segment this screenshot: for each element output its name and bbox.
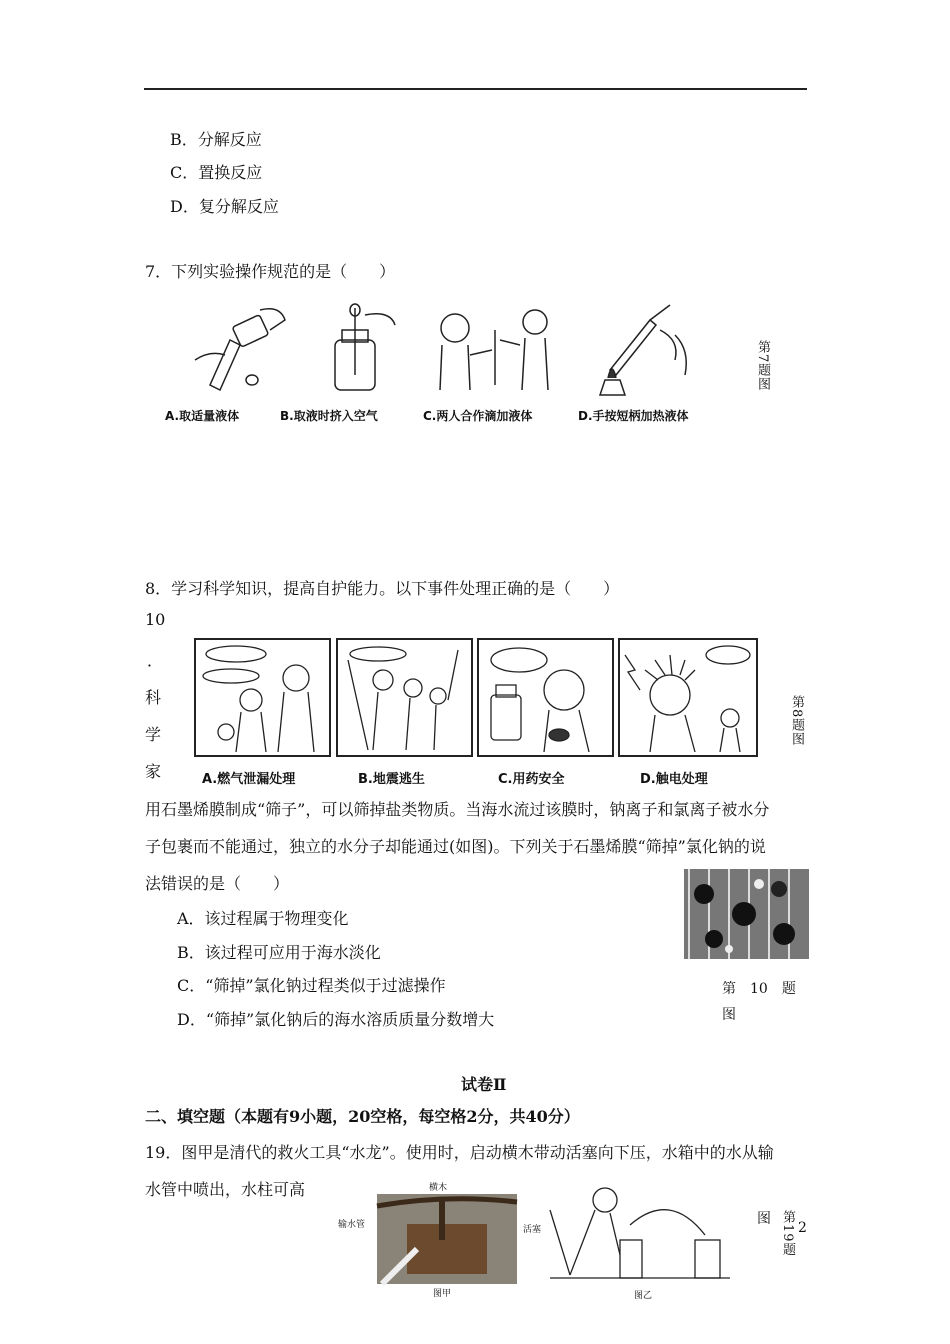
q8-panel-a — [194, 638, 331, 757]
q10-option-b: B．该过程可应用于海水淡化 — [177, 943, 381, 962]
q19-figure-label-a: 图 — [757, 1211, 771, 1227]
q6-option-d: D．复分解反应 — [170, 197, 279, 216]
q19-fig-a-photo — [377, 1194, 517, 1284]
q10-option-a: A．该过程属于物理变化 — [177, 909, 349, 928]
part2-title: 试卷Ⅱ — [461, 1075, 507, 1094]
q8-panel-c — [477, 638, 614, 757]
q10-side-char: 科 — [145, 688, 162, 707]
q10-side-char: 10 — [145, 610, 166, 629]
q8-caption-b: B.地震逃生 — [358, 772, 425, 787]
q8-caption-c: C.用药安全 — [498, 772, 565, 787]
q8-caption-a: A.燃气泄漏处理 — [202, 772, 296, 787]
q10-figure-label-2: 图 — [722, 1007, 736, 1023]
q10-side-char: 学 — [145, 725, 162, 744]
q10-line-3: 法错误的是（ ） — [145, 874, 290, 893]
q7-caption-c: C.两人合作滴加液体 — [423, 409, 533, 423]
q19-fig-b-drawing — [550, 1185, 730, 1285]
q19-line-1: 19．图甲是清代的救火工具“水龙”。使用时，启动横木带动活塞向下压，水箱中的水从输 — [145, 1143, 774, 1162]
q19-line-2: 水管中喷出，水柱可高 — [145, 1180, 306, 1199]
part2-section-heading: 二、填空题（本题有9小题，20空格，每空格2分，共40分） — [145, 1107, 580, 1126]
q10-side-char: 家 — [145, 762, 162, 781]
q7-figure-label: 第7题图 — [755, 340, 770, 392]
q8-figure-label: 第8题图 — [789, 695, 804, 747]
q19-label-piston: 活塞 — [523, 1225, 542, 1235]
q6-option-c: C．置换反应 — [170, 163, 263, 182]
q19-label-fig-b: 图乙 — [634, 1291, 653, 1301]
q10-line-2: 子包裹而不能通过，独立的水分子却能通过(如图)。下列关于石墨烯膜“筛掉”氯化钠的说 — [145, 837, 766, 856]
q7-caption-a: A.取适量液体 — [165, 409, 240, 423]
q10-option-c: C．“筛掉”氯化钠过程类似于过滤操作 — [177, 976, 446, 995]
q7-stem: 7．下列实验操作规范的是（ ） — [145, 262, 396, 281]
q7-caption-d: D.手按短柄加热液体 — [578, 409, 689, 423]
header-rule — [144, 88, 807, 90]
q19-label-pipe: 输水管 — [338, 1220, 366, 1230]
q8-caption-d: D.触电处理 — [640, 772, 708, 787]
q7-figure-illustrations — [190, 300, 720, 400]
q8-stem: 8．学习科学知识，提高自护能力。以下事件处理正确的是（ ） — [145, 579, 620, 598]
q8-panel-b — [336, 638, 473, 757]
q10-graphene-image — [684, 869, 809, 959]
q10-option-d: D．“筛掉”氯化钠后的海水溶质质量分数增大 — [177, 1010, 495, 1029]
q6-option-b: B．分解反应 — [170, 130, 262, 149]
q19-label-fig-a: 图甲 — [433, 1289, 452, 1299]
q8-panel-d — [618, 638, 758, 757]
q19-label-crossbar: 横木 — [429, 1183, 448, 1193]
q19-figure-label-b: 第19题 — [780, 1210, 795, 1257]
q7-caption-b: B.取液时挤入空气 — [280, 409, 378, 423]
q10-line-1: 用石墨烯膜制成“筛子”，可以筛掉盐类物质。当海水流过该膜时，钠离子和氯离子被水分 — [145, 800, 770, 819]
q10-figure-label: 第 10 题 — [722, 981, 796, 997]
q10-side-char: ． — [147, 651, 164, 670]
page-number: 2 — [798, 1220, 807, 1236]
